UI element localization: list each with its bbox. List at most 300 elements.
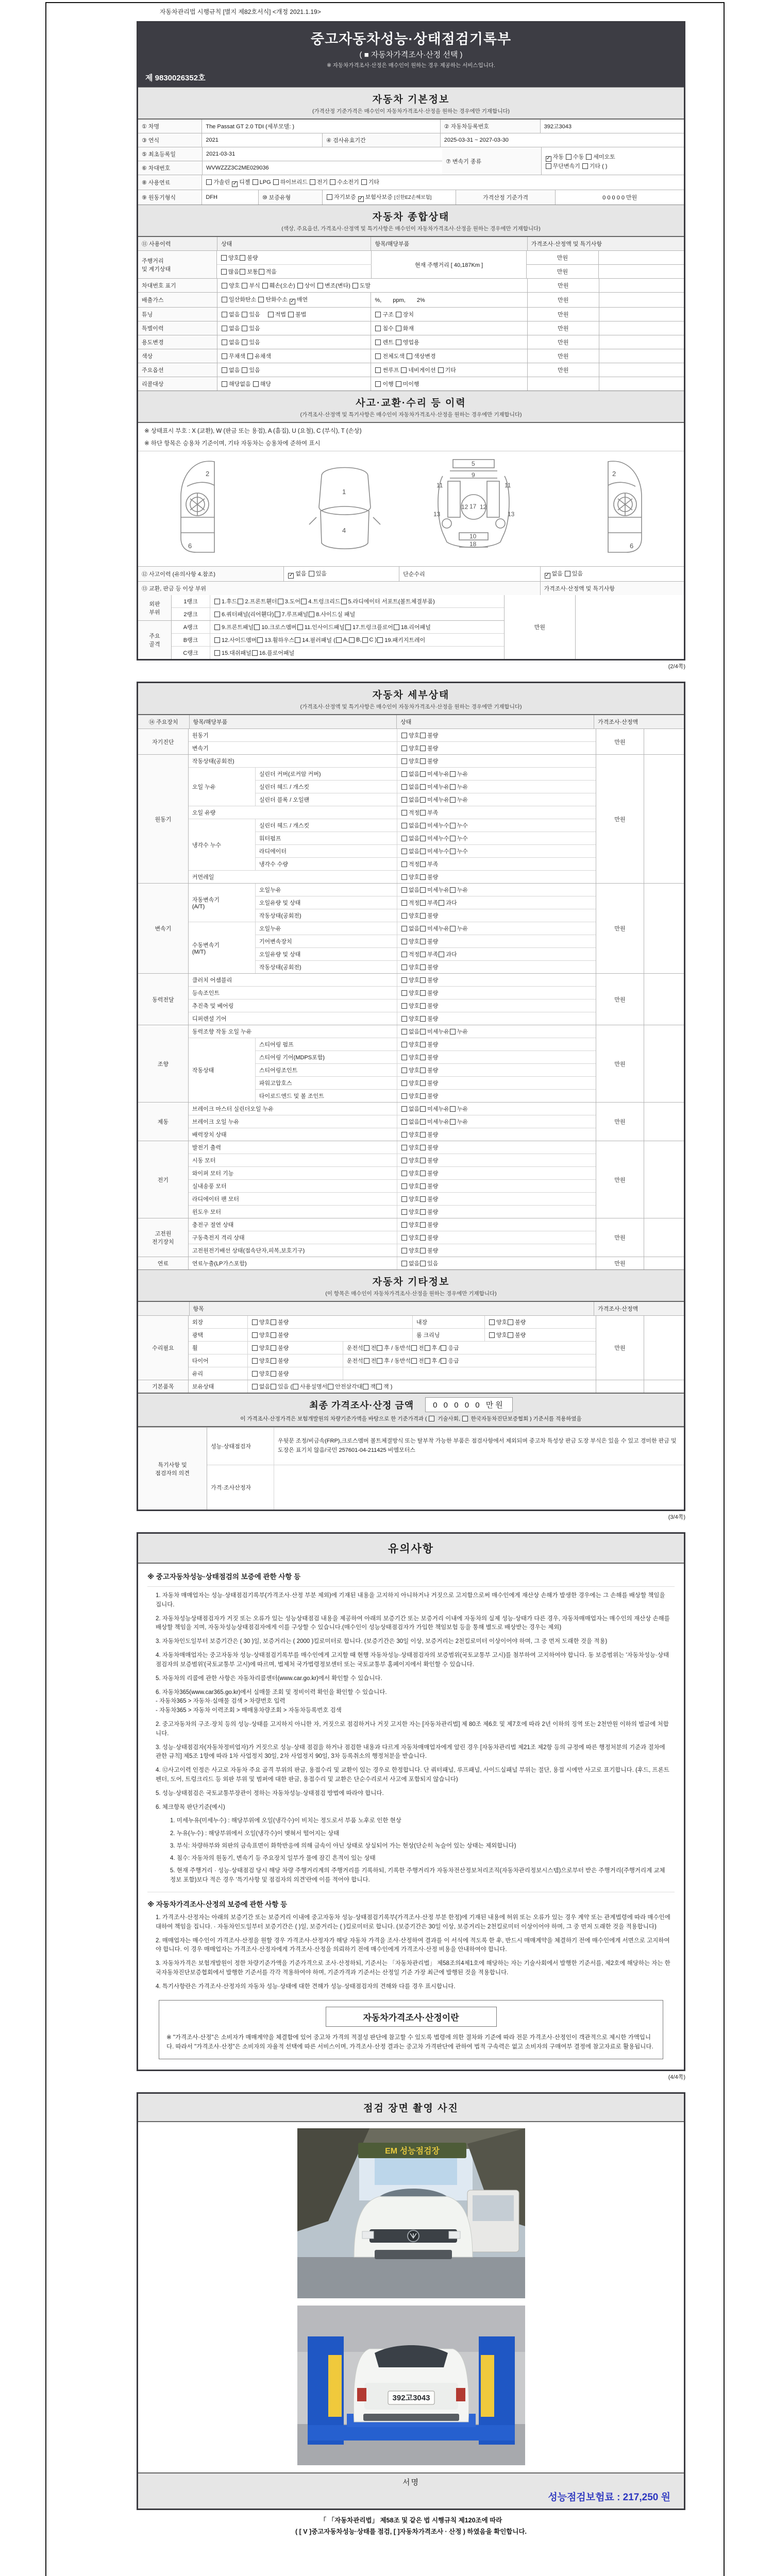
svg-text:6: 6 — [188, 542, 192, 550]
checkbox[interactable] — [401, 1080, 407, 1086]
checkbox[interactable] — [450, 1119, 456, 1125]
checkbox[interactable] — [401, 861, 407, 867]
checkbox[interactable] — [420, 1171, 426, 1176]
photos-title: 점검 장면 촬영 사진 — [363, 2103, 459, 2114]
notice-item: 2. 자동차성능상태점검자가 거짓 또는 오류가 있는 성능상태점검 내용을 제공하여 아래의 보증기간 또는 보증거리 이내에 자동차의 실제 성능·상태가 다른 경우, 자동차매매업자는 매수인의 재산상 손해를 배상할 책임을 지며, 자동차성능상태점검자에게 이를 구상할 수 있습니다.(매수인이 성능상태점검자가 가입한 책임보험 등을 통해 별도로 배상받는 경우는 제외) — [156, 1615, 670, 1631]
svg-text:392고3043: 392고3043 — [392, 2394, 430, 2403]
checkbox[interactable] — [420, 861, 426, 867]
checkbox[interactable] — [401, 1067, 407, 1073]
checkbox[interactable] — [317, 283, 323, 289]
checkbox[interactable] — [401, 1158, 407, 1163]
checkbox[interactable] — [377, 1358, 382, 1364]
checkbox[interactable] — [297, 624, 303, 630]
checkbox[interactable] — [288, 312, 294, 317]
checkbox[interactable] — [271, 1371, 276, 1377]
table-cell — [599, 279, 684, 292]
checkbox[interactable] — [375, 381, 381, 387]
checkbox[interactable] — [420, 1248, 426, 1253]
other-row: 유리 양호 불량 — [189, 1367, 596, 1380]
checkbox[interactable] — [222, 340, 227, 345]
checkbox[interactable] — [420, 1029, 426, 1035]
other-row: 타이어 양호 불량 운전석 전 후 / 동반석 전 후 / 응급 — [189, 1354, 596, 1367]
checkbox[interactable] — [377, 637, 383, 643]
checkbox[interactable] — [582, 163, 588, 169]
svg-text:11: 11 — [436, 482, 443, 489]
checkbox[interactable] — [221, 269, 227, 275]
table-cell: 항목/해당부품 — [371, 237, 527, 250]
checkbox[interactable] — [450, 771, 456, 777]
checkbox[interactable] — [401, 1106, 407, 1112]
table-cell: 없음 있음 — [217, 321, 371, 335]
checkbox[interactable] — [271, 1319, 276, 1325]
detail-group: 변속기 자동변속기 (A/T) 오일누유 없음 미세누유 누유 오일유량 및 상태 적정 부족 과다 작동상태(공회전) 양호 불량 수동변속기 (M/T) 오일누유 없음 미세누유 누유 기어변속장치 양호 불량 오일유량 및 상태 적정 부족 과다 작동상태(공회전) 양호 불량 만원 — [138, 884, 684, 974]
checkbox[interactable] — [438, 367, 444, 373]
checkbox[interactable] — [420, 784, 426, 790]
inspection-photos — [138, 2122, 684, 2472]
checkbox[interactable] — [363, 1384, 368, 1389]
notice-item: 1. 자동차 매매업자는 성능·상태점검기록부(가격조사·산정 부분 제외)에 기재된 내용을 고지하지 아니하거나 거짓으로 고지함으로써 매수인에게 재산상 손해가 발생한 경우에는 그 손해를 배상할 책임을 집니다. — [156, 1592, 665, 1608]
table-row — [138, 175, 684, 190]
checkbox[interactable] — [242, 326, 247, 331]
detail-subrow: 오일유량 및 상태 적정 부족 과다 — [256, 948, 596, 961]
checkbox[interactable] — [420, 977, 426, 983]
checkbox[interactable] — [420, 849, 426, 854]
checkbox[interactable] — [214, 599, 220, 604]
checkbox[interactable] — [508, 1319, 513, 1325]
detail-group: 연료 연료누출(LP가스포함) 없음 있음 만원 — [138, 1257, 684, 1269]
checkbox[interactable] — [271, 1345, 276, 1351]
checkbox[interactable] — [420, 1080, 426, 1086]
table-cell: 단순수리 — [399, 567, 540, 581]
accident-history-rows — [138, 567, 684, 595]
checkbox[interactable] — [411, 1345, 417, 1351]
checkbox[interactable] — [450, 797, 456, 803]
detail-row: 브레이크 마스터 실린더오일 누유 없음 미세누유 누유 — [189, 1103, 596, 1115]
checkbox[interactable] — [420, 1158, 426, 1163]
checkbox[interactable] — [257, 637, 263, 643]
checkbox[interactable] — [254, 624, 260, 630]
detail-row: 원동기 양호 불량 — [189, 729, 596, 742]
table-cell — [599, 349, 684, 363]
checkbox[interactable] — [258, 297, 264, 302]
checkbox[interactable] — [206, 179, 212, 185]
detail-row: 연료누출(LP가스포함) 없음 있음 — [189, 1257, 596, 1269]
notice-sub-item: 4. 침수: 자동차의 원동기, 변속기 등 주요장치 일부가 물에 잠긴 흔적이 있는 상태 — [170, 1855, 376, 1862]
checkbox[interactable] — [345, 624, 351, 630]
detail-subrow: 실린더 헤드 / 개스킷 없음 미세누수 누수 — [256, 819, 596, 832]
checkbox[interactable] — [252, 1332, 258, 1338]
table-cell: 없음 있음 — [217, 335, 371, 349]
checkbox[interactable] — [275, 612, 280, 617]
checkbox[interactable] — [420, 1132, 426, 1138]
table-cell: 만원 — [528, 279, 599, 292]
checkbox[interactable] — [401, 1235, 407, 1241]
checkbox[interactable] — [420, 797, 426, 803]
checkbox[interactable] — [310, 179, 315, 185]
checkbox-checked[interactable]: ✓ — [289, 572, 294, 578]
table-cell — [599, 377, 684, 391]
detail-row: 작동상태(공회전) 양호 불량 — [189, 755, 596, 768]
checkbox[interactable] — [420, 771, 426, 777]
checkbox[interactable] — [240, 255, 245, 261]
checkbox[interactable] — [401, 1093, 407, 1099]
checkbox[interactable] — [450, 926, 456, 931]
checkbox[interactable] — [420, 1055, 426, 1060]
checkbox[interactable] — [278, 599, 283, 604]
checkbox[interactable] — [242, 340, 247, 345]
svg-text:9: 9 — [471, 471, 475, 479]
checkbox[interactable] — [401, 836, 407, 841]
checkbox[interactable] — [401, 1248, 407, 1253]
table-cell: 구조 장치 — [371, 308, 527, 321]
checkbox[interactable] — [401, 1119, 407, 1125]
other-info-title: 자동차 기타정보 — [372, 1277, 450, 1287]
checkbox[interactable] — [252, 1319, 258, 1325]
notice-section3-items — [138, 1913, 684, 1992]
checkbox[interactable] — [489, 1319, 495, 1325]
checkbox[interactable] — [420, 1119, 426, 1125]
checkbox[interactable] — [450, 1029, 456, 1035]
detail-row: 자동변속기 (A/T) 오일누유 없음 미세누유 누유 오일유량 및 상태 적정 부족 과다 작동상태(공회전) 양호 불량 — [189, 884, 596, 922]
checkbox[interactable] — [401, 977, 407, 983]
table-cell: ② 자동차등록번호 — [441, 120, 541, 133]
notice-item: 4. 특기사항란은 가격조사·산정자의 자동차 성능·상태에 대한 견해가 성능·상태점검자의 견해와 다를 경우 표시합니다. — [156, 1983, 456, 1990]
checkbox[interactable] — [420, 1222, 426, 1228]
checkbox[interactable] — [341, 599, 347, 604]
checkbox[interactable] — [222, 367, 227, 373]
inspector-opinion-row: 성능·상태점검자 우뒷문 조정/비금속(FRP),크로스멤버 볼트체결방식 또는 탈부착 가능한 부품은 점검사항에서 제외되며 중고차 특성상 판금 도장 부식은 있을 수 있고 경미한 판금 및 도장은 표기치 않음/국민 257601-04-211425 비엠모터스 — [207, 1428, 684, 1465]
checkbox[interactable] — [420, 1145, 426, 1150]
checkbox[interactable] — [420, 1261, 426, 1266]
table-cell: 없음 있음 적법 불법 — [217, 308, 371, 321]
checkbox[interactable] — [253, 179, 258, 185]
checkbox[interactable] — [222, 312, 227, 317]
table-cell: 만원 — [528, 321, 599, 335]
checkbox[interactable] — [375, 353, 381, 359]
checkbox[interactable] — [396, 381, 401, 387]
checkbox[interactable] — [222, 381, 227, 387]
checkbox[interactable] — [238, 599, 243, 604]
checkbox[interactable] — [349, 637, 355, 643]
checkbox[interactable] — [252, 1345, 258, 1351]
checkbox[interactable] — [394, 624, 399, 630]
checkbox[interactable] — [420, 900, 426, 906]
checkbox[interactable] — [401, 913, 407, 919]
svg-text:2: 2 — [612, 470, 616, 478]
checkbox[interactable] — [222, 326, 227, 331]
checkbox[interactable] — [425, 1345, 430, 1351]
checkbox[interactable] — [420, 836, 426, 841]
checkbox[interactable] — [401, 810, 407, 816]
checkbox[interactable] — [420, 1209, 426, 1215]
notice-sub-item: 2. 누유(누수) : 해당부위에서 오일(냉각수)이 맺혀서 떨어지는 상태 — [170, 1830, 340, 1837]
checkbox[interactable] — [401, 849, 407, 854]
checkbox[interactable] — [362, 637, 368, 643]
detail-subrow: 라디에이터 없음 미세누수 누수 — [256, 845, 596, 858]
table-cell: 주행거리 및 계기상태 — [138, 251, 217, 278]
checkbox[interactable] — [450, 1106, 456, 1112]
checkbox[interactable] — [586, 154, 592, 160]
checkbox-checked[interactable]: ✓ — [545, 572, 550, 578]
checkbox[interactable] — [420, 964, 426, 970]
detail-subrow: 작동상태(공회전) 양호 불량 — [256, 909, 596, 922]
detail-group: 원동기 작동상태(공회전) 양호 불량 오일 누유 실린더 커버(로커암 커버) 없음 미세누유 누유 실린더 헤드 / 개스킷 없음 미세누유 누유 실린더 블록 / 오일팬 없음 미세누유 누유 오일 유량 적정 부족 냉각수 누수 실린더 헤드 / 개스킷 없음 미세누수 누수 워터펌프 없음 미세누수 누수 라디에이터 없음 미세누수 누수 냉각수 수량 적정 부족 커먼레일 양호 불량 만원 — [138, 755, 684, 884]
checkbox[interactable] — [401, 900, 407, 906]
checkbox[interactable] — [252, 1358, 258, 1364]
checkbox[interactable] — [401, 990, 407, 996]
accident-header — [138, 391, 684, 423]
checkbox[interactable] — [429, 1416, 434, 1421]
checkbox[interactable] — [401, 1132, 407, 1138]
checkbox[interactable] — [450, 823, 456, 828]
checkbox[interactable] — [420, 810, 426, 816]
checkbox[interactable] — [242, 312, 247, 317]
document-content — [137, 21, 685, 2537]
checkbox[interactable] — [425, 1358, 430, 1364]
checkbox[interactable] — [401, 1055, 407, 1060]
checkbox[interactable] — [271, 1358, 276, 1364]
detail-subrows — [256, 1038, 596, 1102]
checkbox[interactable] — [364, 1345, 369, 1351]
checkbox[interactable] — [396, 312, 401, 317]
basic-info-table — [138, 120, 684, 205]
other-info-subtitle: (이 항목은 매수인이 자동차가격조사·산정을 원하는 경우에만 기재합니다) — [325, 1291, 497, 1297]
checkbox[interactable] — [420, 823, 426, 828]
checkbox[interactable] — [401, 745, 407, 751]
checkbox[interactable] — [268, 312, 274, 317]
checkbox[interactable] — [420, 1003, 426, 1009]
table-cell: 양호 부식 훼손(오손) 상이 변조(변타) 도말 — [217, 279, 527, 292]
checkbox[interactable] — [242, 367, 247, 373]
svg-text:13: 13 — [433, 511, 440, 518]
checkbox[interactable] — [420, 1067, 426, 1073]
table-cell: 전체도색 색상변경 — [371, 349, 527, 363]
table-cell: 만원 — [527, 265, 599, 278]
checkbox[interactable] — [376, 1384, 382, 1389]
checkbox[interactable] — [301, 599, 307, 604]
checkbox[interactable] — [214, 624, 220, 630]
checkbox[interactable] — [450, 836, 456, 841]
notice-item: 3. 자동차인도일부터 보증기간은 ( 30 )일, 보증거리는 ( 2000 )킬로미터로 합니다. (보증기간은 30일 이상, 보증거리는 2천킬로미터 이상이어야 하며, 그 중 먼저 도래한 것을 적용) — [156, 1638, 608, 1645]
checkbox[interactable] — [214, 650, 220, 656]
detail-group: 자기진단 원동기 양호 불량 변속기 양호 불량 만원 — [138, 729, 684, 755]
checkbox[interactable] — [401, 823, 407, 828]
table-cell: 만원 — [528, 293, 599, 307]
checkbox[interactable] — [240, 269, 245, 275]
checkbox[interactable] — [441, 1358, 446, 1364]
checkbox[interactable] — [401, 1209, 407, 1215]
detail-subrow: 기어변속장치 양호 불량 — [256, 935, 596, 948]
checkbox[interactable] — [566, 154, 572, 160]
checkbox[interactable] — [259, 269, 264, 275]
checkbox-checked[interactable]: ✓ — [232, 181, 237, 187]
checkbox[interactable] — [462, 1416, 468, 1421]
table-cell — [138, 1302, 190, 1315]
checkbox[interactable] — [450, 849, 456, 854]
detail-row: 구동축전지 격리 상태 양호 불량 — [189, 1231, 596, 1244]
checkbox[interactable] — [411, 1358, 417, 1364]
checkbox[interactable] — [401, 771, 407, 777]
checkbox[interactable] — [489, 1332, 495, 1338]
checkbox[interactable] — [420, 913, 426, 919]
checkbox[interactable] — [420, 733, 426, 738]
checkbox[interactable] — [352, 283, 358, 289]
page-marker-3: (3/4쪽) — [668, 1514, 685, 1520]
detail-group: 제동 브레이크 마스터 실린더오일 누유 없음 미세누유 누유 브레이크 오일 누유 없음 미세누유 누유 배력장치 상태 양호 불량 만원 — [138, 1103, 684, 1141]
table-cell: 가솔린 ✓ 디젤 LPG 하이브리드 전기 수소전기 기타 — [202, 175, 684, 190]
checkbox[interactable] — [375, 340, 381, 345]
checkbox[interactable] — [439, 900, 444, 906]
checkbox[interactable] — [401, 887, 407, 893]
checkbox[interactable] — [439, 952, 444, 957]
checkbox[interactable] — [295, 637, 300, 643]
checkbox[interactable] — [328, 1384, 333, 1389]
checkbox[interactable] — [271, 1332, 276, 1338]
checkbox[interactable] — [401, 367, 407, 373]
table-cell: 리콜대상 — [138, 377, 217, 391]
checkbox-checked[interactable]: ✓ — [546, 155, 551, 161]
checkbox[interactable] — [297, 283, 303, 289]
section-page2 — [137, 682, 685, 1511]
checkbox[interactable] — [377, 1345, 382, 1351]
checkbox[interactable] — [420, 1106, 426, 1112]
svg-text:2: 2 — [205, 470, 209, 478]
checkbox[interactable] — [336, 637, 342, 643]
checkbox[interactable] — [420, 1016, 426, 1022]
table-cell: 만원 — [528, 363, 599, 377]
table-cell — [599, 308, 684, 321]
table-row — [138, 237, 684, 251]
checkbox[interactable] — [222, 297, 227, 302]
checkbox[interactable] — [330, 179, 335, 185]
table-row — [138, 321, 684, 335]
checkbox[interactable] — [401, 1003, 407, 1009]
checkbox[interactable] — [401, 797, 407, 803]
checkbox[interactable] — [401, 784, 407, 790]
document-header — [138, 23, 684, 87]
table-cell: The Passat GT 2.0 TDI (세부모델: ) — [202, 120, 440, 133]
checkbox-checked[interactable]: ✓ — [358, 196, 363, 201]
document-number: 제 9830026352호 — [145, 74, 206, 82]
final-price-bar — [138, 1393, 684, 1427]
checkbox[interactable] — [262, 283, 268, 289]
checkbox[interactable] — [441, 1345, 446, 1351]
checkbox[interactable] — [401, 939, 407, 944]
checkbox[interactable] — [396, 326, 401, 331]
checkbox[interactable] — [375, 326, 381, 331]
checkbox[interactable] — [420, 926, 426, 931]
checkbox[interactable] — [401, 733, 407, 738]
checkbox[interactable] — [508, 1332, 513, 1338]
checkbox[interactable] — [214, 612, 220, 617]
checkbox[interactable] — [401, 1042, 407, 1047]
table-cell: 가격조사·산정액 및 특기사항 — [541, 582, 684, 595]
checkbox[interactable] — [401, 1029, 407, 1035]
checkbox[interactable] — [252, 650, 258, 656]
table-cell: 항목/해당부품 — [190, 715, 397, 728]
checkbox[interactable] — [420, 1093, 426, 1099]
checkbox[interactable] — [309, 571, 314, 577]
checkbox[interactable] — [214, 637, 220, 643]
checkbox[interactable] — [420, 1042, 426, 1047]
notice-item: 3. 성능·상태점검자(자동차정비업자)가 거짓으로 성능·상태 점검을 하거나 점검한 내용과 다르게 자동차매매업자에게 알린 경우 [자동차관리법 제21조 제2항 등의 규정에 따른 행정처분의 기준과 절차에 관한 규칙] 제5조 1항에 따라 1차 사업정지 30일, 2차 사업정지 90일, 3차 등록취소의 행정처분을 받습니다. — [156, 1744, 665, 1760]
checkbox[interactable] — [420, 939, 426, 944]
checkbox[interactable] — [271, 1384, 276, 1389]
table-cell: 2021 — [202, 133, 323, 147]
checkbox[interactable] — [252, 1371, 258, 1377]
checkbox[interactable] — [420, 874, 426, 880]
checkbox[interactable] — [546, 163, 551, 169]
checkbox[interactable] — [401, 874, 407, 880]
table-cell: %, ppm, 2% — [371, 293, 527, 307]
checkbox[interactable] — [252, 1384, 258, 1389]
checkbox[interactable] — [247, 353, 253, 359]
notice-item: 6. 자동차365(www.car365.go.kr)에서 실매물 조회 및 정비이력 확인을 확인할 수 있습니다. - 자동차365 > 자동차·실매물 검색 > 차량번호 입력 - 자동차365 > 자동차 이력조회 > 매매용차량조회 > 자동차등록번호 검색 — [156, 1689, 387, 1714]
checkbox[interactable] — [361, 179, 367, 185]
checkbox[interactable] — [401, 952, 407, 957]
checkbox[interactable] — [450, 887, 456, 893]
checkbox[interactable] — [253, 381, 259, 387]
checkbox[interactable] — [401, 1171, 407, 1176]
checkbox[interactable] — [450, 784, 456, 790]
checkbox[interactable] — [420, 1196, 426, 1202]
checkbox[interactable] — [401, 926, 407, 931]
checkbox[interactable] — [222, 283, 227, 289]
checkbox[interactable] — [401, 1016, 407, 1022]
svg-text:12: 12 — [461, 503, 468, 511]
detail-subrow: 워터펌프 없음 미세누수 누수 — [256, 832, 596, 845]
checkbox[interactable] — [375, 312, 381, 317]
other-group-basic-items: 기본품목 보유상태 없음 있음 ( 사용설명서 안전삼각대 잭 잭 ) — [138, 1380, 684, 1393]
checkbox[interactable] — [222, 353, 227, 359]
checkbox[interactable] — [221, 255, 227, 261]
car-diagram-frame — [416, 455, 532, 561]
checkbox[interactable] — [420, 990, 426, 996]
checkbox[interactable] — [364, 1358, 369, 1364]
checkbox[interactable] — [565, 571, 570, 577]
checkbox[interactable] — [401, 1222, 407, 1228]
checkbox[interactable] — [401, 964, 407, 970]
detail-row: 시동 모터 양호 불량 — [189, 1154, 596, 1167]
checkbox[interactable] — [401, 1196, 407, 1202]
checkbox[interactable] — [401, 758, 407, 764]
final-price-note: 이 가격조사·산정가격은 보험개발원의 차량기준가액을 바탕으로 한 기준가격과 ( 기술사회, 한국자동차진단보증협회 ) 기준서를 적용하였음 — [240, 1416, 582, 1422]
checkbox[interactable] — [407, 353, 412, 359]
checkbox[interactable] — [401, 1261, 407, 1266]
checkbox[interactable] — [396, 340, 401, 345]
checkbox[interactable] — [327, 194, 332, 200]
notices-title: 유의사항 — [388, 1543, 434, 1555]
checkbox[interactable] — [401, 1145, 407, 1150]
checkbox[interactable] — [242, 283, 247, 289]
checkbox[interactable] — [420, 1235, 426, 1241]
checkbox[interactable] — [420, 1183, 426, 1189]
rank-row: C랭크 15.대쉬패널 16.플로어패널 — [172, 647, 504, 659]
checkbox[interactable] — [420, 758, 426, 764]
checkbox[interactable] — [273, 179, 279, 185]
detail-subrows — [256, 819, 596, 870]
checkbox[interactable] — [309, 612, 314, 617]
svg-text:11: 11 — [504, 482, 511, 489]
checkbox-checked[interactable]: ✓ — [290, 298, 295, 304]
checkbox[interactable] — [420, 745, 426, 751]
table-cell: ⑤ 최초등록일 — [138, 147, 203, 161]
checkbox[interactable] — [420, 887, 426, 893]
checkbox[interactable] — [293, 1384, 298, 1389]
checkbox[interactable] — [375, 367, 381, 373]
checkbox[interactable] — [401, 1183, 407, 1189]
checkbox[interactable] — [420, 952, 426, 957]
